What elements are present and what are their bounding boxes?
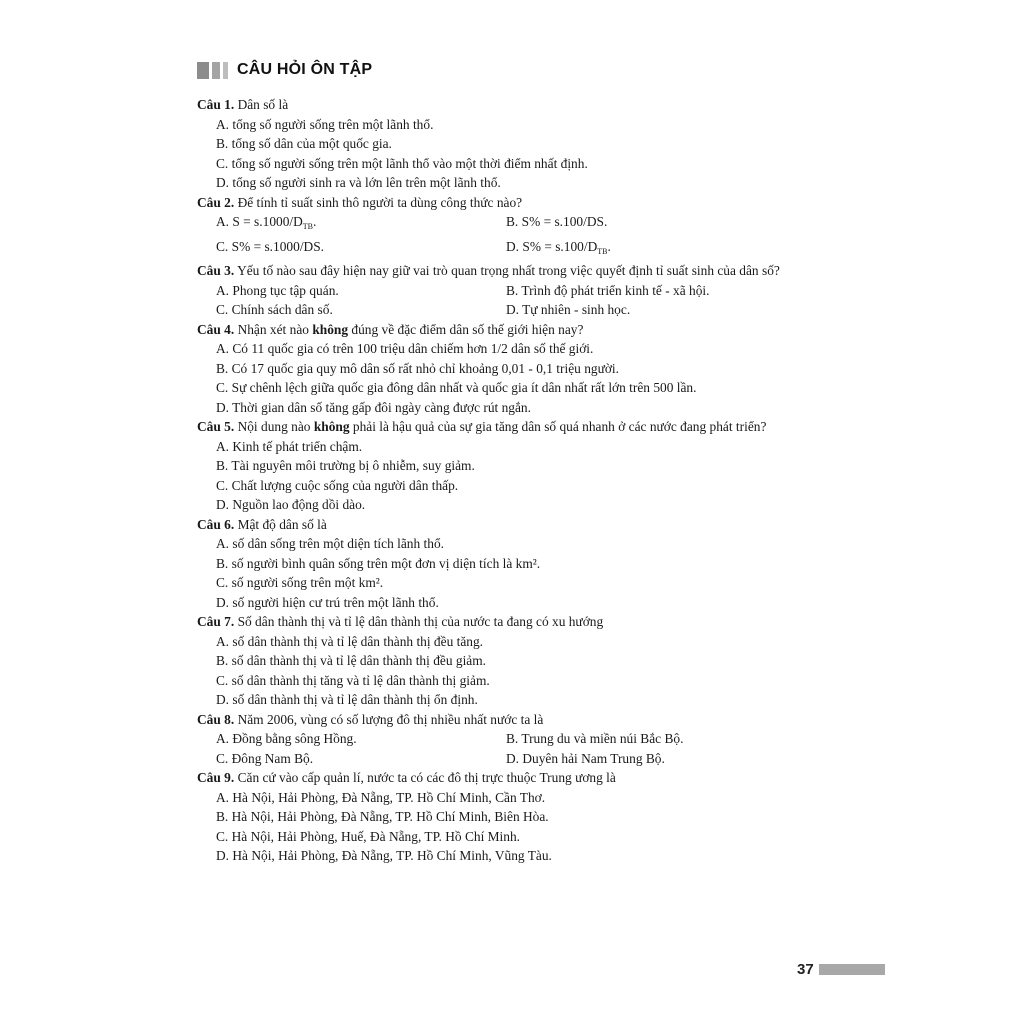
question-text: Để tính tỉ suất sinh thô người ta dùng công thức nào?: [234, 194, 523, 210]
question-9: [197, 768, 837, 866]
question-1: [197, 95, 837, 193]
header-bars-decoration: [197, 62, 228, 79]
question-text: Mật độ dân số là: [234, 516, 327, 532]
question-list: [197, 95, 837, 866]
answer-option: C. số dân thành thị tăng và tỉ lệ dân thành thị giảm.: [216, 672, 490, 688]
header-bar: [197, 62, 209, 79]
answer-option: B. tổng số dân của một quốc gia.: [216, 136, 392, 151]
question-text: đúng về đặc điểm dân số thế giới hiện nay?: [348, 321, 584, 337]
answer-option: A. Phong tục tập quán.: [216, 282, 339, 298]
question-4: [197, 320, 837, 418]
question-text: Năm 2006, vùng có số lượng đô thị nhiều nhất nước ta là: [234, 711, 544, 727]
answer-option: A. Hà Nội, Hải Phòng, Đà Nẵng, TP. Hồ Chí Minh, Cần Thơ.: [216, 789, 546, 805]
option-text: A. S = s.1000/D: [216, 214, 303, 229]
question-5: [197, 417, 837, 515]
question-stem: [197, 768, 837, 788]
answer-option: D. tổng số người sinh ra và lớn lên trên một lãnh thổ.: [216, 175, 501, 190]
answer-option: D. Hà Nội, Hải Phòng, Đà Nẵng, TP. Hồ Chí Minh, Vũng Tàu.: [216, 848, 552, 863]
header-bar: [212, 62, 220, 79]
option-row: [197, 300, 837, 320]
question-6: [197, 515, 837, 613]
question-emphasis: không: [312, 321, 349, 337]
question-stem: [197, 320, 837, 340]
page-number: 37: [797, 961, 814, 978]
answer-option: B. số dân thành thị và tỉ lệ dân thành thị đều giảm.: [216, 653, 486, 668]
question-stem: [197, 417, 837, 437]
question-number: Câu 8.: [197, 711, 235, 727]
footer-bar-decoration: [819, 964, 885, 975]
question-emphasis: không: [313, 419, 350, 434]
question-text: Căn cứ vào cấp quản lí, nước ta có các đô thị trực thuộc Trung ương là: [234, 770, 616, 785]
question-text: Yếu tố nào sau đây hiện nay giữ vai trò quan trọng nhất trong việc quyết định tỉ suất sinh của dân số?: [234, 263, 780, 278]
question-number: Câu 5.: [197, 419, 235, 434]
question-7: [197, 612, 837, 710]
answer-option: C. Chính sách dân số.: [216, 302, 333, 317]
question-stem: [197, 515, 837, 535]
answer-option: D. số dân thành thị và tỉ lệ dân thành thị ổn định.: [216, 692, 478, 707]
answer-option: D. $S\% = s.100/D_{TB}$.: [506, 238, 611, 256]
option-subscript: TB: [302, 222, 314, 231]
page-footer: [797, 961, 885, 978]
answer-option: C. Đông Nam Bộ.: [216, 750, 314, 766]
option-row: [197, 212, 837, 237]
question-stem: [197, 193, 837, 213]
question-2: [197, 193, 837, 262]
answer-option: B. số người bình quân sống trên một đơn vị diện tích là km².: [216, 555, 541, 571]
option-row: [197, 749, 837, 769]
question-stem: [197, 95, 837, 115]
option-row: [197, 281, 837, 301]
answer-option: D. Nguồn lao động dồi dào.: [216, 497, 366, 512]
answer-option: B. S% = s.100/DS.: [506, 214, 608, 229]
answer-option: C. Sự chênh lệch giữa quốc gia đông dân nhất và quốc gia ít dân nhất rất lớn trên 500 lần.: [216, 380, 697, 395]
section-header: [197, 59, 372, 81]
answer-option: B. Có 17 quốc gia quy mô dân số rất nhỏ chỉ khoảng 0,01 - 0,1 triệu người.: [216, 360, 619, 376]
question-number: Câu 9.: [197, 770, 235, 785]
answer-option: C. số người sống trên một km².: [216, 575, 384, 590]
answer-option: B. Trình độ phát triển kinh tế - xã hội.: [506, 282, 710, 298]
section-title: CÂU HỎI ÔN TẬP: [237, 61, 373, 78]
answer-option: C. Hà Nội, Hải Phòng, Huế, Đà Nẵng, TP. Hồ Chí Minh.: [216, 828, 521, 844]
answer-option: A. Có 11 quốc gia có trên 100 triệu dân chiếm hơn 1/2 dân số thế giới.: [216, 341, 594, 356]
answer-option: B. Hà Nội, Hải Phòng, Đà Nẵng, TP. Hồ Chí Minh, Biên Hòa.: [216, 809, 549, 824]
header-bar: [223, 62, 228, 79]
question-text: Số dân thành thị và tỉ lệ dân thành thị của nước ta đang có xu hướng: [234, 614, 604, 629]
answer-option: C. S% = s.1000/DS.: [216, 238, 325, 254]
question-number: Câu 6.: [197, 516, 235, 532]
option-subscript: TB: [597, 246, 608, 256]
answer-option: C. Chất lượng cuộc sống của người dân thấp.: [216, 477, 459, 493]
answer-option: D. Thời gian dân số tăng gấp đôi ngày càng được rút ngắn.: [216, 399, 531, 415]
question-number: Câu 4.: [197, 321, 235, 337]
question-number: Câu 3.: [197, 263, 235, 278]
answer-option: D. Duyên hải Nam Trung Bộ.: [506, 750, 665, 766]
question-text: Nội dung nào: [234, 419, 314, 434]
answer-option: A. Đồng bằng sông Hồng.: [216, 731, 357, 746]
question-number: Câu 7.: [197, 614, 235, 629]
answer-option: A. số dân sống trên một diện tích lãnh thổ.: [216, 536, 444, 551]
question-8: [197, 710, 837, 769]
question-number: Câu 2.: [197, 194, 235, 210]
question-number: Câu 1.: [197, 97, 235, 112]
answer-option: D. số người hiện cư trú trên một lãnh thổ.: [216, 594, 439, 610]
question-stem: [197, 612, 837, 632]
question-stem: [197, 261, 837, 281]
answer-option: D. Tự nhiên - sinh học.: [506, 302, 631, 317]
answer-option: C. tổng số người sống trên một lãnh thổ vào một thời điểm nhất định.: [216, 155, 588, 171]
question-text: Dân số là: [234, 97, 289, 112]
answer-option: A. Kinh tế phát triển chậm.: [216, 438, 363, 454]
answer-option: B. Trung du và miền núi Bắc Bộ.: [506, 731, 684, 746]
option-row: [197, 237, 837, 262]
option-row: [197, 729, 837, 749]
answer-option: B. Tài nguyên môi trường bị ô nhiễm, suy giảm.: [216, 458, 475, 473]
question-text: phải là hậu quả của sự gia tăng dân số quá nhanh ở các nước đang phát triển?: [349, 419, 767, 434]
question-3: [197, 261, 837, 320]
answer-option: A. số dân thành thị và tỉ lệ dân thành thị đều tăng.: [216, 633, 484, 649]
question-stem: [197, 710, 837, 730]
option-text: D. S% = s.100/D: [506, 238, 598, 254]
answer-option: A. tổng số người sống trên một lãnh thổ.: [216, 116, 434, 132]
answer-option: A. $S = s.1000/D_{TB}$.: [216, 214, 317, 231]
question-text: Nhận xét nào: [234, 321, 313, 337]
